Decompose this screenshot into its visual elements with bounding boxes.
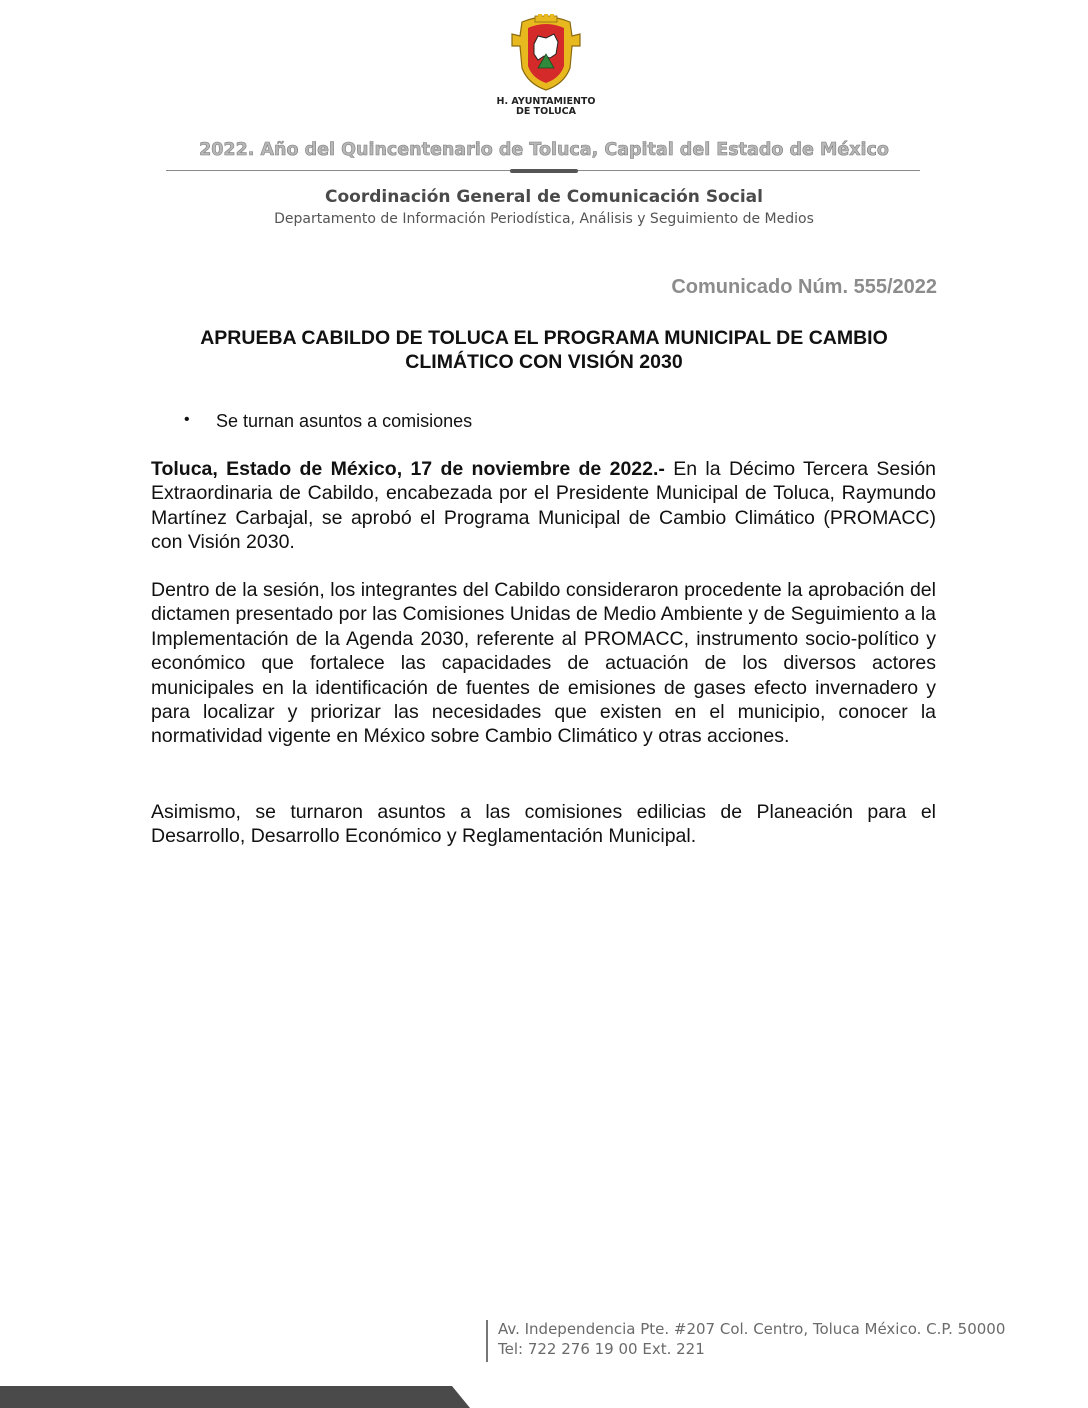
headline (160, 326, 928, 374)
bullet-text: Se turnan asuntos a comisiones (216, 411, 473, 431)
footer-divider (486, 1320, 488, 1362)
list-item (184, 411, 472, 432)
toluca-coat-of-arms-logo (486, 14, 606, 120)
footer-address: Av. Independencia Pte. #207 Col. Centro, Toluca México. C.P. 50000 (498, 1320, 1006, 1338)
footer-band (0, 1386, 470, 1408)
bullet-icon: • (184, 411, 190, 428)
department-subtitle: Departamento de Información Periodística, Análisis y Seguimiento de Medios (274, 211, 814, 227)
shield-icon (508, 14, 584, 92)
paragraph-3: Asimismo, se turnaron asuntos a las comisiones edilicias de Planeación para el Desarrollo, Desarrollo Económico y Reglamentación Municipal. (151, 801, 936, 848)
coordination-title: Coordinación General de Comunicación Social (325, 187, 763, 207)
dateline: Toluca, Estado de México, 17 de noviembre de 2022.- (151, 458, 665, 480)
headline-line1: APRUEBA CABILDO DE TOLUCA EL PROGRAMA MUNICIPAL DE CAMBIO (200, 327, 888, 349)
footer-phone: Tel: 722 276 19 00 Ext. 221 (498, 1340, 705, 1358)
paragraph-1 (151, 457, 936, 555)
release-number: Comunicado Núm. 555/2022 (671, 276, 937, 298)
summary-bullets (184, 411, 472, 432)
headline-line2: CLIMÁTICO CON VISIÓN 2030 (405, 351, 683, 373)
header-divider-accent (510, 169, 578, 173)
year-banner: 2022. Año del Quincentenario de Toluca, Capital del Estado de México (199, 140, 889, 160)
paragraph-1-text: En la Décimo Tercera Sesión Extraordinaria de Cabildo, encabezada por el Presidente Municipal de Toluca, Raymundo Martínez Carbajal, se aprobó el Programa Municipal de Cambio Climático (PROMACC) con Visión 2030. (151, 458, 937, 554)
logo-line2: DE TOLUCA (516, 106, 576, 117)
logo-line1: H. AYUNTAMIENTO (496, 96, 596, 107)
paragraph-2: Dentro de la sesión, los integrantes del Cabildo consideraron procedente la aprobación del dictamen presentado por las Comisiones Unidas de Medio Ambiente y de Seguimiento a la Implementación de la Agenda 2030, referente al PROMACC, instrumento socio-político y económico que fortalece las capacidades de actuación de los diversos actores municipales en la identificación de fuentes de emisiones de gases efecto invernadero y para localizar y priorizar las necesidades que existen en el municipio, conocer la normatividad vigente en México sobre Cambio Climático y otras acciones. (151, 579, 936, 748)
